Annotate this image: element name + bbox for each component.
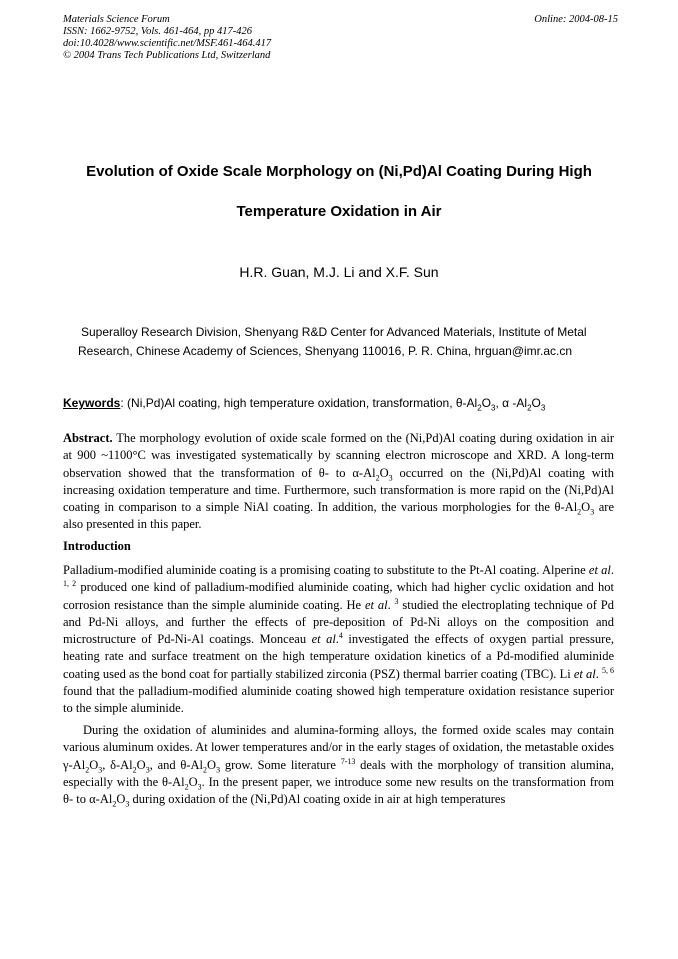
citation: 7-13 (340, 756, 356, 766)
intro-text: , and θ-Al (149, 757, 204, 772)
intro-text: O (116, 792, 126, 807)
intro-text: . (387, 597, 395, 612)
abstract (63, 430, 614, 534)
intro-text: O (136, 757, 146, 772)
subscript: 2 (85, 765, 90, 775)
authors: H.R. Guan, M.J. Li and X.F. Sun (239, 264, 439, 280)
subscript: 2 (132, 765, 137, 775)
citation: 1, 2 (63, 579, 77, 589)
subscript: 3 (590, 507, 595, 517)
subscript: 3 (540, 403, 546, 413)
keywords-text: O (531, 396, 541, 410)
issn-line: ISSN: 1662-9752, Vols. 461-464, pp 417-426 (63, 26, 252, 37)
subscript: 2 (375, 473, 380, 483)
et-al: et al (588, 563, 611, 577)
subscript: 3 (98, 765, 103, 775)
subscript: 3 (491, 403, 496, 413)
keywords-label: Keywords (63, 396, 121, 410)
introduction-paragraph-1 (63, 562, 614, 718)
title-line-2: Temperature Oxidation in Air (236, 203, 442, 220)
affiliation (78, 323, 618, 361)
intro-text: Palladium-modified aluminide coating is a promising coating to substitute to the Pt-Al coating. Alperine (63, 563, 589, 577)
doi-line: doi:10.4028/www.scientific.net/MSF.461-464.417 (63, 38, 272, 49)
online-date: Online: 2004-08-15 (534, 14, 618, 25)
citation: 5, 6 (601, 665, 614, 675)
abstract-text: O (379, 465, 389, 480)
introduction-paragraph-2 (63, 722, 614, 808)
copyright-line: © 2004 Trans Tech Publications Ltd, Switzerland (63, 50, 271, 61)
abstract-text: are also presented in this paper. (63, 500, 614, 532)
intro-text: studied the electroplating technique of Pd and Pd-Ni alloys, and further the effects of pre-deposition of Pd-Ni alloys on the composition and microstructure of Pd-Ni-Al coatings. Monceau (63, 597, 614, 647)
subscript: 2 (203, 765, 208, 775)
subscript: 2 (112, 799, 117, 809)
et-al: et al (364, 597, 388, 612)
journal-name: Materials Science Forum (63, 14, 170, 25)
intro-text: grow. Some literature (220, 757, 341, 772)
subscript: 2 (477, 403, 482, 413)
intro-text: . (335, 632, 339, 647)
intro-text: produced one kind of palladium-modified aluminide coating, which had higher cyclic oxidation and hot corrosion resistance than the simple aluminide coating. He (63, 580, 614, 612)
subscript: 2 (184, 782, 189, 792)
keywords-text: (Ni,Pd)Al coating, high temperature oxidation, transformation, θ-Al (123, 396, 478, 410)
paper-title (40, 152, 638, 232)
title-line-1: Evolution of Oxide Scale Morphology on (Ni,Pd)Al Coating During High (86, 163, 592, 180)
keywords-colon: : (120, 396, 124, 410)
intro-text: found that the palladium-modified aluminide coating showed high temperature oxidation resistance superior to the simple aluminide. (63, 684, 614, 716)
subscript: 3 (216, 765, 221, 775)
page-header (63, 14, 618, 62)
intro-text: During the oxidation of aluminides and alumina-forming alloys, the formed oxide scales may contain various aluminum oxides. At lower temperatures and/or in the early stages of oxidation, the metastable oxides γ-Al (63, 723, 614, 772)
intro-text: O (207, 757, 217, 772)
citation: 3 (394, 596, 399, 606)
et-al: et al (311, 632, 336, 647)
subscript: 3 (125, 799, 130, 809)
intro-text: during oxidation of the (Ni,Pd)Al coating oxide in air at high temperatures (129, 792, 506, 807)
affiliation-line-1: Superalloy Research Division, Shenyang R&D Center for Advanced Materials, Institute of Metal (81, 325, 587, 339)
subscript: 2 (527, 403, 532, 413)
abstract-text: The morphology evolution of oxide scale formed on the (Ni,Pd)Al coating during oxidation in air at 900 ~1100°C was investigated systematically by scanning electron microscope and XRD. A long-term observation showed that the transformation of θ- to α-Al (63, 431, 614, 480)
keywords-text: , α -Al (495, 396, 528, 410)
intro-text: , δ-Al (102, 757, 133, 772)
subscript: 2 (577, 507, 582, 517)
abstract-label: Abstract. (63, 431, 113, 445)
section-heading-introduction: Introduction (63, 539, 131, 553)
intro-text: . In the present paper, we introduce some new results on the transformation from θ- to α-Al (63, 774, 614, 807)
affiliation-line-2: Research, Chinese Academy of Sciences, Shenyang 110016, P. R. China, hrguan@imr.ac.cn (78, 344, 573, 358)
intro-text: O (89, 757, 99, 772)
intro-text: investigated the effects of oxygen partial pressure, heating rate and surface treatment on the high temperature oxidation kinetics of a Pd-modified aluminide coating used as the bond coat for partially stabilized zirconia (PSZ) thermal barrier coating (TBC). Li (63, 632, 614, 681)
subscript: 3 (145, 765, 150, 775)
abstract-text: O (581, 500, 591, 515)
keywords-text: O (481, 396, 492, 410)
abstract-text: occurred on the (Ni,Pd)Al coating with increasing oxidation temperature and time. Furthermore, such transformation is more rapid on the (Ni,Pd)Al coating in comparison to a simple NiAl coating. In addition, the various morphologies for the θ-Al (63, 465, 614, 515)
keywords (63, 396, 618, 413)
intro-text: . (595, 666, 602, 681)
intro-text: O (188, 774, 198, 789)
citation: 4 (338, 631, 343, 641)
et-al: et al (573, 666, 596, 681)
subscript: 3 (197, 782, 202, 792)
intro-text: deals with the morphology of transition alumina, especially with the θ-Al (63, 757, 614, 789)
subscript: 3 (388, 473, 393, 483)
intro-text: . (610, 563, 614, 577)
